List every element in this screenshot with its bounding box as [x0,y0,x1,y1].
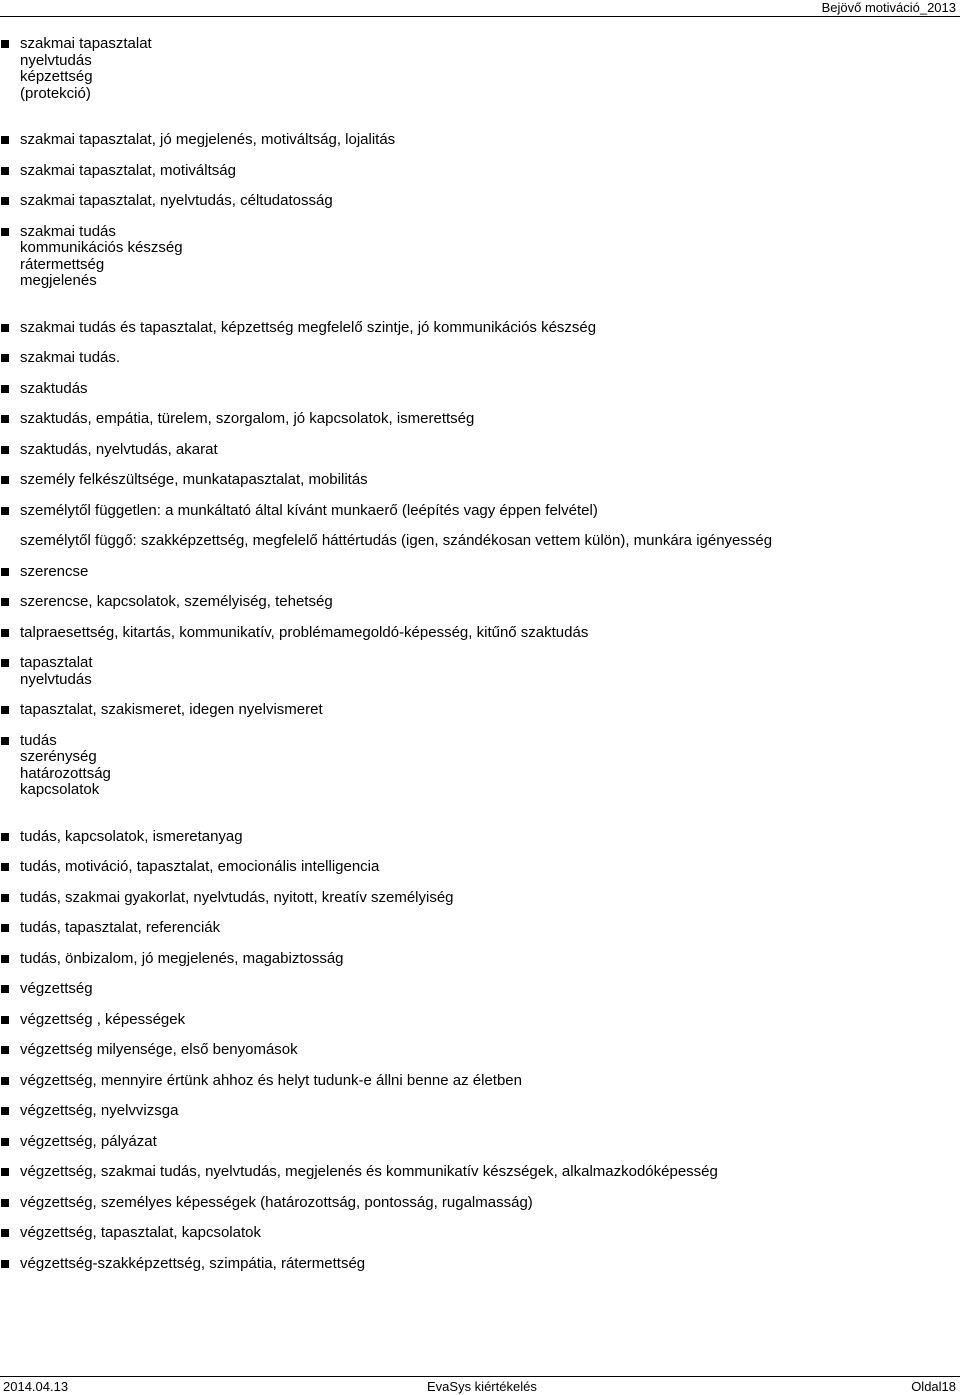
list-item-text: végzettség, személyes képességek (határozottság, pontosság, rugalmasság) [20,1193,533,1211]
list-item [0,733,956,799]
list-item [0,1073,956,1090]
list-item [0,1012,956,1029]
square-bullet-icon [1,894,9,902]
list-item [0,1042,956,1059]
list-item [0,533,956,550]
list-item [0,36,956,102]
list-item-text: végzettség, mennyire értünk ahhoz és helyt tudunk-e állni benne az életben [20,1071,522,1089]
list-item-text: személytől független: a munkáltató által kívánt munkaerő (leépítés vagy éppen felvétel) [20,501,598,519]
list-item-text: szakmai tudás [20,222,116,240]
list-item-text: személytől függő: szakképzettség, megfelelő háttértudás (igen, szándékosan vettem külön), munkára igényesség [20,532,773,549]
list-item [0,1134,956,1151]
square-bullet-icon [1,833,9,841]
answer-list [0,36,956,1286]
list-item [0,350,956,367]
list-item [0,381,956,398]
square-bullet-icon [1,955,9,963]
list-item-text: tudás, önbizalom, jó megjelenés, magabiztosság [20,949,344,967]
square-bullet-icon [1,1229,9,1237]
list-item-text: szerénység [20,748,97,765]
square-bullet-icon [1,354,9,362]
list-item-text: személy felkészültsége, munkatapasztalat, mobilitás [20,471,368,488]
list-item-text: végzettség, szakmai tudás, nyelvtudás, megjelenés és kommunikatív készségek, alkalmazkodóképesség [20,1163,718,1180]
list-item-text: szakmai tapasztalat, motiváltság [20,161,236,179]
footer-date: 2014.04.13 [3,1379,69,1394]
square-bullet-icon [1,1199,9,1207]
list-item-text: szakmai tapasztalat, jó megjelenés, motiváltság, lojalitás [20,131,396,148]
list-item [0,442,956,459]
square-bullet-icon [1,1260,9,1268]
list-item-text: szakmai tapasztalat, nyelvtudás, céltudatosság [20,192,333,209]
square-bullet-icon [1,1107,9,1115]
square-bullet-icon [1,197,9,205]
header-divider [0,16,960,17]
list-item-text: megjelenés [20,272,97,289]
list-item [0,132,956,149]
list-item [0,163,956,180]
list-item-text: szerencse [20,562,89,580]
square-bullet-icon [1,568,9,576]
list-item [0,829,956,846]
square-bullet-icon [1,1046,9,1054]
footer-page-number: Oldal18 [911,1379,956,1394]
list-item [0,890,956,907]
list-item [0,1103,956,1120]
square-bullet-icon [1,924,9,932]
list-item-text: tapasztalat [20,654,93,671]
square-bullet-icon [1,167,9,175]
list-item-text: kommunikációs készség [20,239,183,256]
list-item-text: szaktudás, nyelvtudás, akarat [20,440,218,458]
square-bullet-icon [1,507,9,515]
list-item-text: végzettség [20,980,93,997]
square-bullet-icon [1,598,9,606]
square-bullet-icon [1,737,9,745]
list-item-text: tudás, kapcsolatok, ismeretanyag [20,827,243,845]
list-item [0,951,956,968]
list-item-text: tudás, tapasztalat, referenciák [20,919,221,936]
list-item [0,655,956,688]
list-item-text: végzettség, pályázat [20,1132,157,1150]
list-item-text: végzettség, nyelvvizsga [20,1102,179,1119]
list-item-text: tapasztalat, szakismeret, idegen nyelvismeret [20,701,323,718]
list-item-text: határozottság [20,764,111,782]
list-item [0,920,956,937]
list-item-text: szerencse, kapcsolatok, személyiség, tehetség [20,593,333,610]
list-item-text: végzettség milyensége, első benyomások [20,1041,298,1058]
square-bullet-icon [1,415,9,423]
list-item-text: szaktudás, empátia, türelem, szorgalom, jó kapcsolatok, ismerettség [20,410,475,427]
list-item [0,702,956,719]
list-item [0,981,956,998]
list-item [0,411,956,428]
square-bullet-icon [1,985,9,993]
square-bullet-icon [1,1168,9,1176]
list-item [0,859,956,876]
list-item-text: szakmai tudás és tapasztalat, képzettség megfelelő szintje, jó kommunikációs készség [20,318,597,336]
list-item-text: nyelvtudás [20,670,92,688]
square-bullet-icon [1,385,9,393]
square-bullet-icon [1,706,9,714]
list-item [0,224,956,290]
list-item-text: képzettség [20,68,93,85]
list-item-text: kapcsolatok [20,781,100,798]
square-bullet-icon [1,1138,9,1146]
list-item [0,1195,956,1212]
list-item-text: tudás, szakmai gyakorlat, nyelvtudás, nyitott, kreatív személyiség [20,888,454,906]
list-item [0,503,956,520]
list-item-text: nyelvtudás [20,51,92,69]
footer-divider [0,1376,960,1377]
square-bullet-icon [1,1016,9,1024]
list-item [0,472,956,489]
square-bullet-icon [1,476,9,484]
list-item [0,564,956,581]
list-item-text: végzettség, tapasztalat, kapcsolatok [20,1224,261,1241]
list-item-text: talpraesettség, kitartás, kommunikatív, problémamegoldó-képesség, kitűnő szaktudás [20,623,589,641]
footer-center-label: EvaSys kiértékelés [427,1379,537,1394]
list-item-text: tudás [20,731,57,749]
square-bullet-icon [1,629,9,637]
document-header-title: Bejövő motiváció_2013 [821,0,956,15]
list-item-text: végzettség , képességek [20,1010,186,1028]
square-bullet-icon [1,228,9,236]
list-item [0,320,956,337]
list-item-text: végzettség-szakképzettség, szimpátia, rátermettség [20,1254,366,1272]
list-item [0,1164,956,1181]
list-item-text: rátermettség [20,255,105,273]
list-item [0,625,956,642]
square-bullet-icon [1,1077,9,1085]
square-bullet-icon [1,40,9,48]
list-item [0,193,956,210]
square-bullet-icon [1,863,9,871]
square-bullet-icon [1,659,9,667]
square-bullet-icon [1,446,9,454]
list-item-text: szakmai tudás. [20,349,121,366]
square-bullet-icon [1,324,9,332]
list-item [0,594,956,611]
list-item-text: (protekció) [20,84,91,102]
list-item-text: szaktudás [20,379,88,397]
list-item [0,1225,956,1242]
list-item [0,1256,956,1273]
square-bullet-icon [1,136,9,144]
list-item-text: szakmai tapasztalat [20,35,152,52]
list-item-text: tudás, motiváció, tapasztalat, emocionális intelligencia [20,858,380,875]
